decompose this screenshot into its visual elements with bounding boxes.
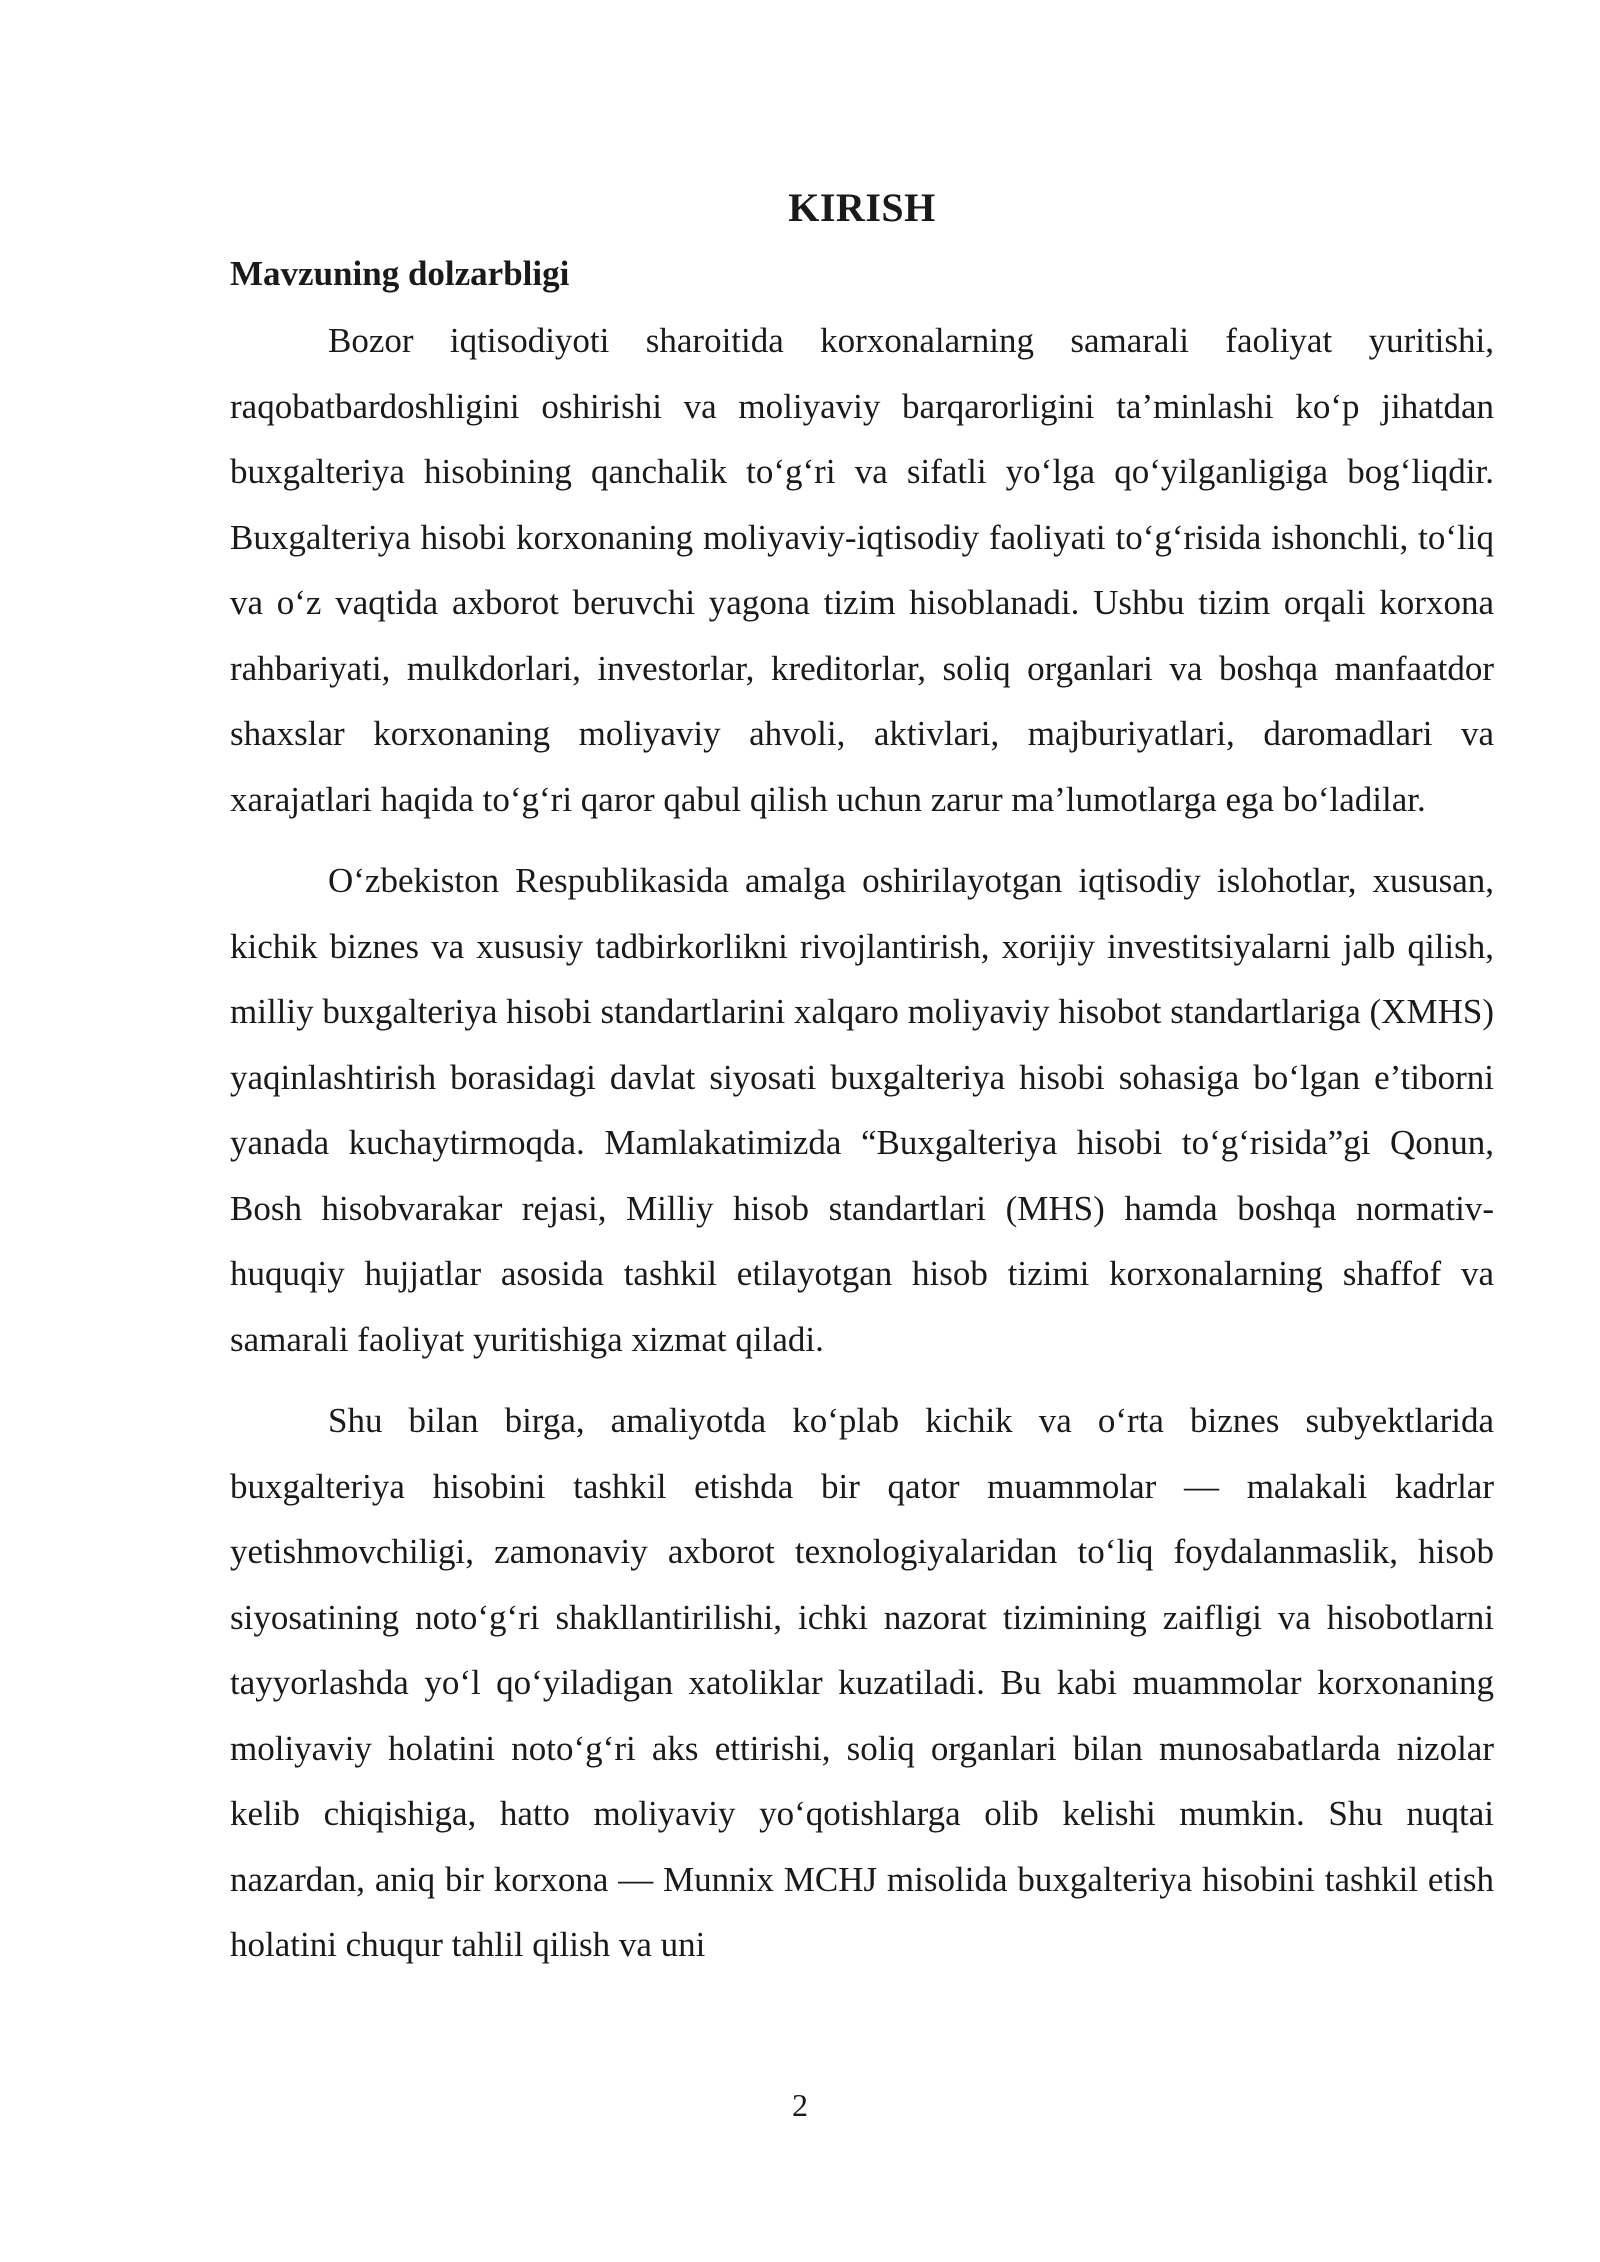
paragraph-3: Shu bilan birga, amaliyotda ko‘plab kichik va o‘rta biznes subyektlarida buxgalteriya hisobini tashkil etishda bir qator muammolar — malakali kadrlar yetishmovchiligi, zamonaviy axborot texnologiyalaridan to‘liq foydalanmaslik, hisob siyosatining noto‘g‘ri shakllantirilishi, ichki nazorat tizimining zaifligi va hisobotlarni tayyorlashda yo‘l qo‘yiladigan xatoliklar kuzatiladi. Bu kabi muammolar korxonaning moliyaviy holatini noto‘g‘ri aks ettirishi, soliq organlari bilan munosabatlarda nizolar kelib chiqishiga, hatto moliyaviy yo‘qotishlarga olib kelishi mumkin. Shu nuqtai nazardan, aniq bir korxona — Munnix MCHJ misolida buxgalteriya hisobini tashkil etish holatini chuqur tahlil qilish va uni [230, 1401, 1494, 1964]
paragraph-2: O‘zbekiston Respublikasida amalga oshirilayotgan iqtisodiy islohotlar, xususan, kichik biznes va xususiy tadbirkorlikni rivojlantirish, xorijiy investitsiyalarni jalb qilish, milliy buxgalteriya hisobi standartlarini xalqaro moliyaviy hisobot standartlariga (XMHS) yaqinlashtirish borasidagi davlat siyosati buxgalteriya hisobi sohasiga bo‘lgan e’tiborni yanada kuchaytirmoqda. Mamlakatimizda “Buxgalteriya hisobi to‘g‘risida”gi Qonun, Bosh hisobvarakar rejasi, Milliy hisob standartlari (MHS) hamda boshqa normativ-huquqiy hujjatlar asosida tashkil etilayotgan hisob tizimi korxonalarning shaffof va samarali faoliyat yuritishiga xizmat qiladi. [230, 861, 1494, 1359]
page-number: 2 [792, 2087, 808, 2123]
paragraph-1: Bozor iqtisodiyoti sharoitida korxonalarning samarali faoliyat yuritishi, raqobatbardoshligini oshirishi va moliyaviy barqarorligini ta’minlashi ko‘p jihatdan buxgalteriya hisobining qanchalik to‘g‘ri va sifatli yo‘lga qo‘yilganligiga bog‘liqdir. Buxgalteriya hisobi korxonaning moliyaviy-iqtisodiy faoliyati to‘g‘risida ishonchli, to‘liq va o‘z vaqtida axborot beruvchi yagona tizim hisoblanadi. Ushbu tizim orqali korxona rahbariyati, mulkdorlari, investorlar, kreditorlar, soliq organlari va boshqa manfaatdor shaxslar korxonaning moliyaviy ahvoli, aktivlari, majburiyatlari, daromadlari va xarajatlari haqida to‘g‘ri qaror qabul qilish uchun zarur ma’lumotlarga ega bo‘ladilar. [230, 321, 1494, 819]
page-body [230, 180, 1494, 1994]
chapter-title: KIRISH [788, 185, 936, 230]
section-subheading: Mavzuning dolzarbligi [230, 254, 570, 293]
